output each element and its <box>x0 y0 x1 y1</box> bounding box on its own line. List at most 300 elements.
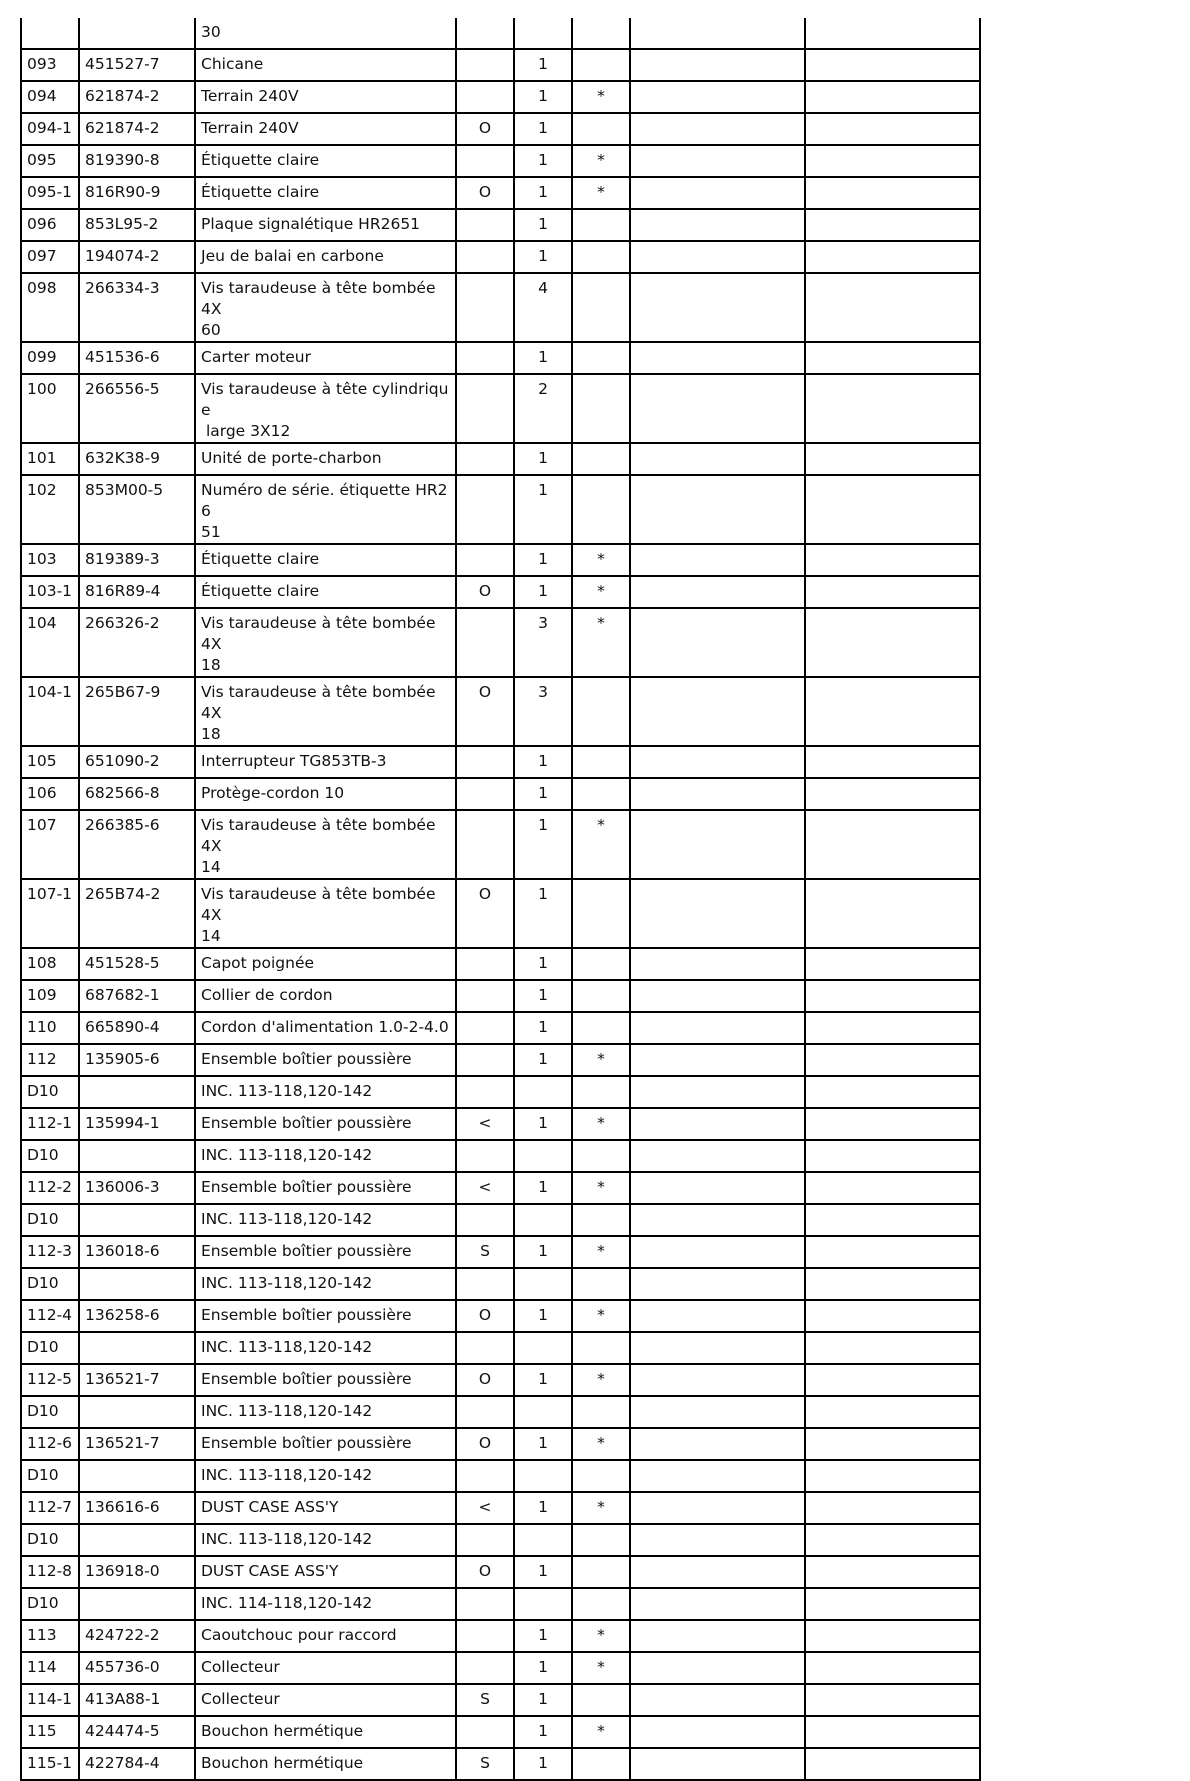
note-mark-cell <box>572 1684 630 1716</box>
quantity-cell: 1 <box>514 1492 572 1524</box>
table-row <box>21 1748 980 1780</box>
note-mark-cell: * <box>572 608 630 677</box>
note-mark-cell <box>572 980 630 1012</box>
status-flag-cell: S <box>456 1684 514 1716</box>
part-number-cell: 424722-2 <box>79 1620 195 1652</box>
item-number-cell: 096 <box>21 209 79 241</box>
note-mark-cell: * <box>572 145 630 177</box>
table-row <box>21 145 980 177</box>
item-number-cell: D10 <box>21 1076 79 1108</box>
item-number-cell <box>21 18 79 49</box>
extra-column-2-cell <box>805 1332 980 1364</box>
quantity-cell: 1 <box>514 1716 572 1748</box>
table-row <box>21 1492 980 1524</box>
quantity-cell: 1 <box>514 810 572 879</box>
status-flag-cell <box>456 241 514 273</box>
item-number-cell: D10 <box>21 1268 79 1300</box>
description-cell: Numéro de série. étiquette HR26 51 <box>195 475 456 544</box>
extra-column-2-cell <box>805 1428 980 1460</box>
status-flag-cell <box>456 1140 514 1172</box>
table-row <box>21 49 980 81</box>
item-number-cell: 114-1 <box>21 1684 79 1716</box>
item-number-cell: 097 <box>21 241 79 273</box>
description-cell: DUST CASE ASS'Y <box>195 1492 456 1524</box>
quantity-cell: 3 <box>514 608 572 677</box>
description-cell: Vis taraudeuse à tête cylindrique large 3X12 <box>195 374 456 443</box>
status-flag-cell: O <box>456 1556 514 1588</box>
item-number-cell: 094 <box>21 81 79 113</box>
item-number-cell: 098 <box>21 273 79 342</box>
item-number-cell: 112-4 <box>21 1300 79 1332</box>
part-number-cell: 136018-6 <box>79 1236 195 1268</box>
part-number-cell: 682566-8 <box>79 778 195 810</box>
description-cell: Ensemble boîtier poussière <box>195 1044 456 1076</box>
quantity-cell <box>514 1524 572 1556</box>
status-flag-cell <box>456 1332 514 1364</box>
description-cell: 30 <box>195 18 456 49</box>
extra-column-1-cell <box>630 1268 805 1300</box>
item-number-cell: 115-1 <box>21 1748 79 1780</box>
description-cell: Caoutchouc pour raccord <box>195 1620 456 1652</box>
extra-column-2-cell <box>805 1556 980 1588</box>
quantity-cell: 1 <box>514 241 572 273</box>
quantity-cell: 1 <box>514 1236 572 1268</box>
part-number-cell: 265B67-9 <box>79 677 195 746</box>
description-cell: Collier de cordon <box>195 980 456 1012</box>
part-number-cell: 816R90-9 <box>79 177 195 209</box>
table-row <box>21 1108 980 1140</box>
extra-column-1-cell <box>630 1172 805 1204</box>
item-number-cell: 112-5 <box>21 1364 79 1396</box>
description-cell: Protège-cordon 10 <box>195 778 456 810</box>
extra-column-2-cell <box>805 273 980 342</box>
note-mark-cell <box>572 879 630 948</box>
status-flag-cell: S <box>456 1748 514 1780</box>
extra-column-1-cell <box>630 1556 805 1588</box>
status-flag-cell <box>456 1588 514 1620</box>
extra-column-1-cell <box>630 1140 805 1172</box>
note-mark-cell: * <box>572 1620 630 1652</box>
description-cell: INC. 113-118,120-142 <box>195 1268 456 1300</box>
item-number-cell: 112-3 <box>21 1236 79 1268</box>
part-number-cell: 413A88-1 <box>79 1684 195 1716</box>
item-number-cell: 103-1 <box>21 576 79 608</box>
quantity-cell <box>514 1204 572 1236</box>
extra-column-1-cell <box>630 1300 805 1332</box>
description-cell: Vis taraudeuse à tête bombée 4X 14 <box>195 810 456 879</box>
extra-column-2-cell <box>805 879 980 948</box>
description-cell: Bouchon hermétique <box>195 1716 456 1748</box>
table-row <box>21 1044 980 1076</box>
extra-column-2-cell <box>805 1748 980 1780</box>
table-row <box>21 948 980 980</box>
note-mark-cell <box>572 677 630 746</box>
item-number-cell: 112-1 <box>21 1108 79 1140</box>
note-mark-cell <box>572 273 630 342</box>
description-cell: Terrain 240V <box>195 81 456 113</box>
table-row <box>21 1236 980 1268</box>
quantity-cell: 1 <box>514 1108 572 1140</box>
part-number-cell: 266334-3 <box>79 273 195 342</box>
part-number-cell: 265B74-2 <box>79 879 195 948</box>
part-number-cell: 194074-2 <box>79 241 195 273</box>
quantity-cell <box>514 1268 572 1300</box>
table-row <box>21 342 980 374</box>
status-flag-cell: O <box>456 113 514 145</box>
note-mark-cell: * <box>572 810 630 879</box>
extra-column-1-cell <box>630 81 805 113</box>
extra-column-1-cell <box>630 374 805 443</box>
extra-column-2-cell <box>805 1652 980 1684</box>
status-flag-cell <box>456 746 514 778</box>
note-mark-cell <box>572 948 630 980</box>
status-flag-cell: < <box>456 1108 514 1140</box>
quantity-cell: 1 <box>514 177 572 209</box>
description-cell: Carter moteur <box>195 342 456 374</box>
table-row <box>21 608 980 677</box>
part-number-cell <box>79 1332 195 1364</box>
status-flag-cell: O <box>456 1428 514 1460</box>
extra-column-2-cell <box>805 1108 980 1140</box>
part-number-cell: 136918-0 <box>79 1556 195 1588</box>
part-number-cell: 136521-7 <box>79 1364 195 1396</box>
table-row <box>21 374 980 443</box>
status-flag-cell <box>456 544 514 576</box>
extra-column-2-cell <box>805 18 980 49</box>
extra-column-2-cell <box>805 374 980 443</box>
extra-column-2-cell <box>805 576 980 608</box>
item-number-cell: 104 <box>21 608 79 677</box>
description-cell: Jeu de balai en carbone <box>195 241 456 273</box>
part-number-cell: 422784-4 <box>79 1748 195 1780</box>
item-number-cell: D10 <box>21 1204 79 1236</box>
extra-column-2-cell <box>805 746 980 778</box>
note-mark-cell: * <box>572 1044 630 1076</box>
extra-column-2-cell <box>805 778 980 810</box>
note-mark-cell: * <box>572 544 630 576</box>
description-cell: Chicane <box>195 49 456 81</box>
note-mark-cell: * <box>572 1108 630 1140</box>
table-row <box>21 810 980 879</box>
table-row <box>21 241 980 273</box>
note-mark-cell <box>572 209 630 241</box>
extra-column-1-cell <box>630 1652 805 1684</box>
extra-column-1-cell <box>630 1012 805 1044</box>
item-number-cell: 102 <box>21 475 79 544</box>
part-number-cell: 135994-1 <box>79 1108 195 1140</box>
note-mark-cell: * <box>572 1428 630 1460</box>
table-row <box>21 1620 980 1652</box>
extra-column-2-cell <box>805 1012 980 1044</box>
part-number-cell: 424474-5 <box>79 1716 195 1748</box>
table-row <box>21 1428 980 1460</box>
extra-column-1-cell <box>630 241 805 273</box>
status-flag-cell <box>456 342 514 374</box>
part-number-cell: 136616-6 <box>79 1492 195 1524</box>
description-cell: INC. 113-118,120-142 <box>195 1076 456 1108</box>
extra-column-2-cell <box>805 49 980 81</box>
status-flag-cell <box>456 443 514 475</box>
table-row <box>21 746 980 778</box>
table-row <box>21 1524 980 1556</box>
description-cell: INC. 113-118,120-142 <box>195 1332 456 1364</box>
extra-column-1-cell <box>630 1396 805 1428</box>
description-cell: Bouchon hermétique <box>195 1748 456 1780</box>
note-mark-cell: * <box>572 1652 630 1684</box>
status-flag-cell <box>456 1268 514 1300</box>
extra-column-1-cell <box>630 18 805 49</box>
description-cell: Ensemble boîtier poussière <box>195 1236 456 1268</box>
item-number-cell: 100 <box>21 374 79 443</box>
extra-column-2-cell <box>805 1396 980 1428</box>
table-row <box>21 1716 980 1748</box>
table-row <box>21 1268 980 1300</box>
quantity-cell: 1 <box>514 1748 572 1780</box>
part-number-cell: 816R89-4 <box>79 576 195 608</box>
note-mark-cell <box>572 1268 630 1300</box>
table-row <box>21 81 980 113</box>
note-mark-cell: * <box>572 1364 630 1396</box>
note-mark-cell: * <box>572 1492 630 1524</box>
part-number-cell <box>79 1268 195 1300</box>
status-flag-cell: O <box>456 1364 514 1396</box>
status-flag-cell <box>456 608 514 677</box>
extra-column-1-cell <box>630 145 805 177</box>
status-flag-cell: < <box>456 1492 514 1524</box>
table-row <box>21 475 980 544</box>
status-flag-cell <box>456 18 514 49</box>
item-number-cell: 113 <box>21 1620 79 1652</box>
extra-column-2-cell <box>805 948 980 980</box>
quantity-cell: 2 <box>514 374 572 443</box>
quantity-cell: 1 <box>514 81 572 113</box>
extra-column-2-cell <box>805 544 980 576</box>
extra-column-1-cell <box>630 1492 805 1524</box>
part-number-cell: 266556-5 <box>79 374 195 443</box>
extra-column-1-cell <box>630 1236 805 1268</box>
quantity-cell: 1 <box>514 576 572 608</box>
extra-column-2-cell <box>805 1588 980 1620</box>
item-number-cell: 112 <box>21 1044 79 1076</box>
item-number-cell: 106 <box>21 778 79 810</box>
extra-column-2-cell <box>805 443 980 475</box>
quantity-cell: 1 <box>514 475 572 544</box>
extra-column-1-cell <box>630 1620 805 1652</box>
status-flag-cell: O <box>456 177 514 209</box>
table-row <box>21 18 980 49</box>
status-flag-cell <box>456 145 514 177</box>
quantity-cell: 3 <box>514 677 572 746</box>
table-row <box>21 1460 980 1492</box>
extra-column-2-cell <box>805 1300 980 1332</box>
status-flag-cell <box>456 1524 514 1556</box>
quantity-cell <box>514 1140 572 1172</box>
status-flag-cell <box>456 1076 514 1108</box>
extra-column-2-cell <box>805 1076 980 1108</box>
note-mark-cell <box>572 1012 630 1044</box>
extra-column-1-cell <box>630 443 805 475</box>
part-number-cell <box>79 1460 195 1492</box>
extra-column-1-cell <box>630 746 805 778</box>
description-cell: Capot poignée <box>195 948 456 980</box>
note-mark-cell <box>572 342 630 374</box>
status-flag-cell <box>456 1204 514 1236</box>
extra-column-1-cell <box>630 544 805 576</box>
extra-column-2-cell <box>805 209 980 241</box>
note-mark-cell <box>572 1588 630 1620</box>
note-mark-cell <box>572 113 630 145</box>
extra-column-1-cell <box>630 677 805 746</box>
table-row <box>21 1652 980 1684</box>
note-mark-cell: * <box>572 177 630 209</box>
part-number-cell: 687682-1 <box>79 980 195 1012</box>
description-cell: Ensemble boîtier poussière <box>195 1364 456 1396</box>
table-row <box>21 1332 980 1364</box>
part-number-cell: 136258-6 <box>79 1300 195 1332</box>
quantity-cell <box>514 1588 572 1620</box>
extra-column-2-cell <box>805 1364 980 1396</box>
parts-table-body <box>21 18 980 1780</box>
part-number-cell: 135905-6 <box>79 1044 195 1076</box>
part-number-cell: 665890-4 <box>79 1012 195 1044</box>
description-cell: Collecteur <box>195 1652 456 1684</box>
table-row <box>21 1204 980 1236</box>
table-row <box>21 980 980 1012</box>
description-cell: Collecteur <box>195 1684 456 1716</box>
note-mark-cell <box>572 1332 630 1364</box>
table-row <box>21 113 980 145</box>
description-cell: Étiquette claire <box>195 177 456 209</box>
status-flag-cell <box>456 778 514 810</box>
note-mark-cell: * <box>572 81 630 113</box>
extra-column-1-cell <box>630 177 805 209</box>
table-row <box>21 778 980 810</box>
status-flag-cell <box>456 1620 514 1652</box>
extra-column-2-cell <box>805 177 980 209</box>
quantity-cell: 1 <box>514 778 572 810</box>
part-number-cell: 451528-5 <box>79 948 195 980</box>
item-number-cell: 107 <box>21 810 79 879</box>
item-number-cell: 095 <box>21 145 79 177</box>
extra-column-2-cell <box>805 342 980 374</box>
extra-column-1-cell <box>630 1428 805 1460</box>
quantity-cell: 1 <box>514 879 572 948</box>
extra-column-2-cell <box>805 113 980 145</box>
item-number-cell: 104-1 <box>21 677 79 746</box>
table-row <box>21 677 980 746</box>
status-flag-cell <box>456 980 514 1012</box>
description-cell: Vis taraudeuse à tête bombée 4X 60 <box>195 273 456 342</box>
note-mark-cell <box>572 1460 630 1492</box>
extra-column-1-cell <box>630 49 805 81</box>
status-flag-cell <box>456 49 514 81</box>
extra-column-2-cell <box>805 980 980 1012</box>
status-flag-cell: < <box>456 1172 514 1204</box>
table-row <box>21 1588 980 1620</box>
extra-column-1-cell <box>630 1460 805 1492</box>
item-number-cell: 101 <box>21 443 79 475</box>
parts-table <box>20 18 981 1781</box>
note-mark-cell <box>572 443 630 475</box>
quantity-cell: 1 <box>514 1556 572 1588</box>
note-mark-cell: * <box>572 1172 630 1204</box>
extra-column-2-cell <box>805 1684 980 1716</box>
item-number-cell: 093 <box>21 49 79 81</box>
description-cell: Ensemble boîtier poussière <box>195 1300 456 1332</box>
table-row <box>21 1396 980 1428</box>
quantity-cell <box>514 1460 572 1492</box>
description-cell: INC. 113-118,120-142 <box>195 1460 456 1492</box>
table-row <box>21 544 980 576</box>
extra-column-2-cell <box>805 1140 980 1172</box>
note-mark-cell <box>572 18 630 49</box>
table-row <box>21 273 980 342</box>
status-flag-cell <box>456 1460 514 1492</box>
item-number-cell: 099 <box>21 342 79 374</box>
description-cell: Étiquette claire <box>195 145 456 177</box>
extra-column-1-cell <box>630 1684 805 1716</box>
extra-column-2-cell <box>805 1460 980 1492</box>
item-number-cell: 112-6 <box>21 1428 79 1460</box>
item-number-cell: D10 <box>21 1396 79 1428</box>
part-number-cell: 819389-3 <box>79 544 195 576</box>
note-mark-cell <box>572 475 630 544</box>
quantity-cell: 1 <box>514 113 572 145</box>
item-number-cell: D10 <box>21 1588 79 1620</box>
note-mark-cell: * <box>572 1716 630 1748</box>
part-number-cell: 136006-3 <box>79 1172 195 1204</box>
note-mark-cell <box>572 1076 630 1108</box>
table-row <box>21 1684 980 1716</box>
status-flag-cell: S <box>456 1236 514 1268</box>
table-row <box>21 1172 980 1204</box>
quantity-cell: 1 <box>514 1684 572 1716</box>
part-number-cell: 621874-2 <box>79 81 195 113</box>
extra-column-1-cell <box>630 1204 805 1236</box>
status-flag-cell <box>456 374 514 443</box>
description-cell: Cordon d'alimentation 1.0-2-4.0 <box>195 1012 456 1044</box>
item-number-cell: D10 <box>21 1524 79 1556</box>
part-number-cell: 853M00-5 <box>79 475 195 544</box>
extra-column-1-cell <box>630 342 805 374</box>
description-cell: Ensemble boîtier poussière <box>195 1172 456 1204</box>
description-cell: Unité de porte-charbon <box>195 443 456 475</box>
table-row <box>21 1556 980 1588</box>
status-flag-cell <box>456 81 514 113</box>
part-number-cell: 136521-7 <box>79 1428 195 1460</box>
quantity-cell: 1 <box>514 980 572 1012</box>
description-cell: Étiquette claire <box>195 544 456 576</box>
part-number-cell: 451536-6 <box>79 342 195 374</box>
description-cell: Ensemble boîtier poussière <box>195 1108 456 1140</box>
extra-column-1-cell <box>630 1044 805 1076</box>
extra-column-1-cell <box>630 778 805 810</box>
note-mark-cell <box>572 778 630 810</box>
extra-column-1-cell <box>630 1108 805 1140</box>
extra-column-1-cell <box>630 608 805 677</box>
extra-column-1-cell <box>630 273 805 342</box>
quantity-cell <box>514 1332 572 1364</box>
part-number-cell: 451527-7 <box>79 49 195 81</box>
note-mark-cell <box>572 1524 630 1556</box>
quantity-cell: 1 <box>514 145 572 177</box>
quantity-cell: 4 <box>514 273 572 342</box>
part-number-cell <box>79 1076 195 1108</box>
status-flag-cell: O <box>456 576 514 608</box>
note-mark-cell <box>572 1748 630 1780</box>
extra-column-2-cell <box>805 1716 980 1748</box>
status-flag-cell <box>456 948 514 980</box>
